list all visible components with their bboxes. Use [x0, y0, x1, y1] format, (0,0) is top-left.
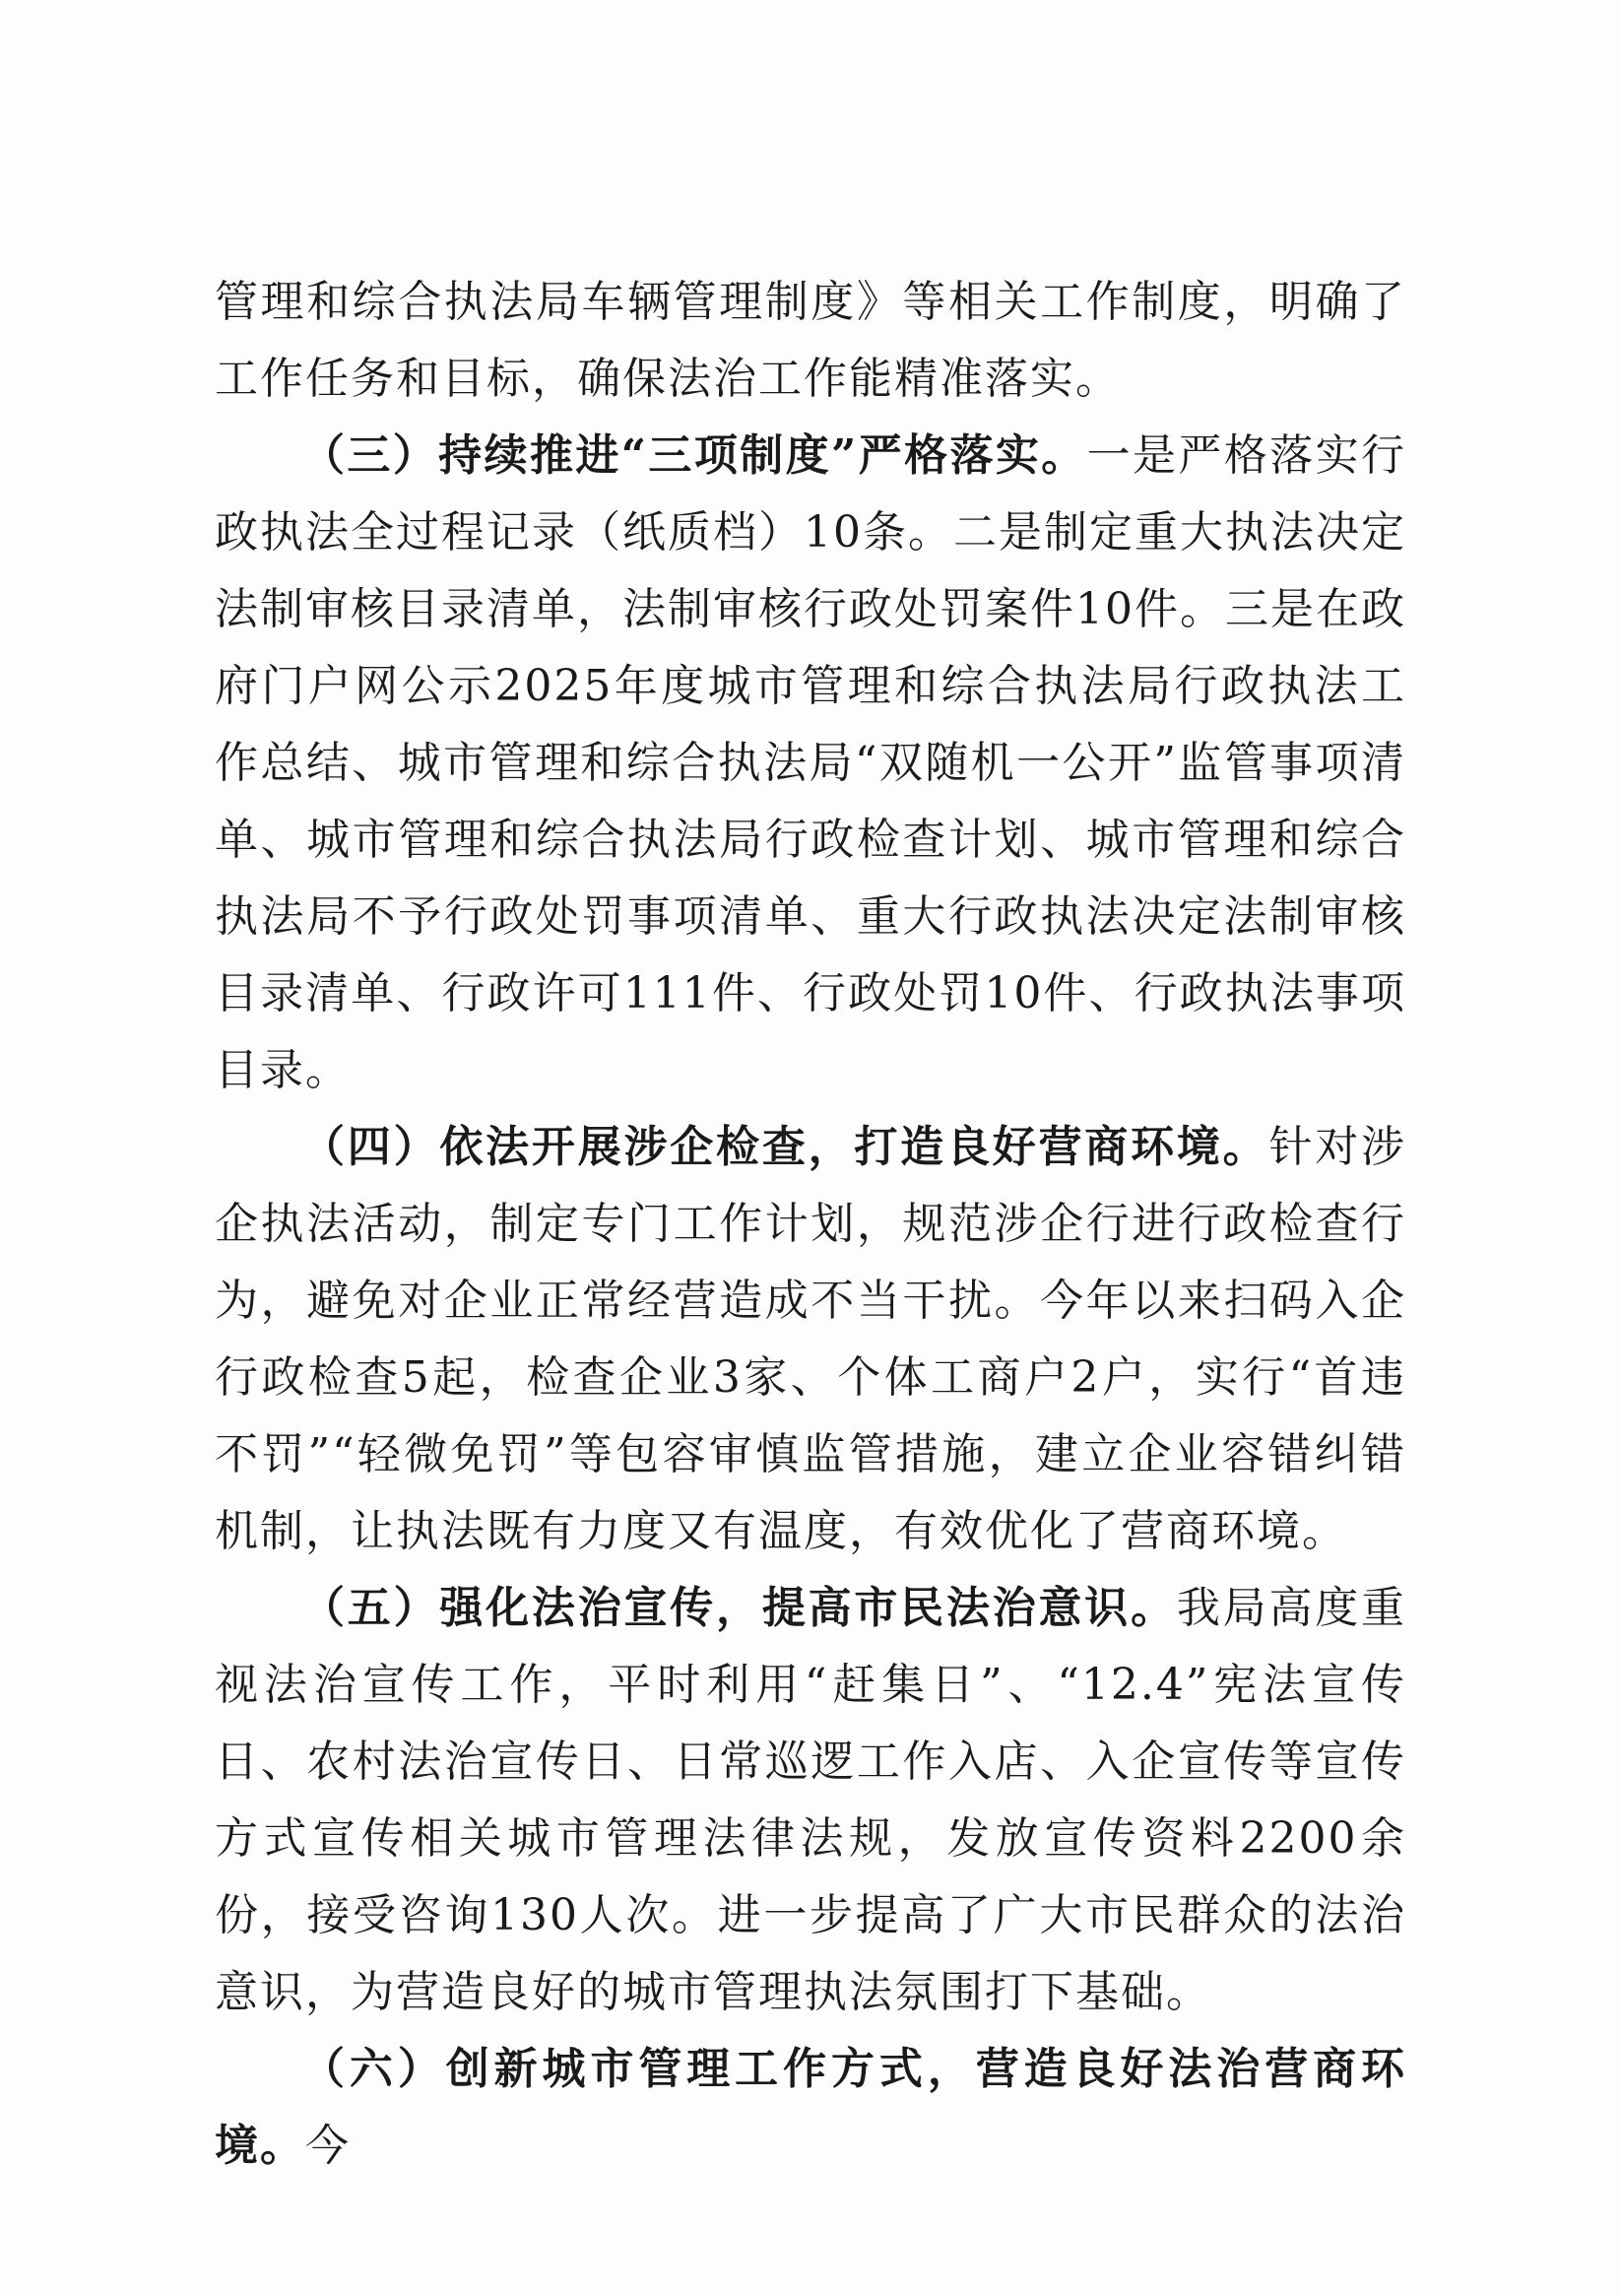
section-heading-6: （六）创新城市管理工作方式，营造良好法治营商环境。	[215, 2044, 1406, 2171]
paragraph-body: 我局高度重视法治宣传工作，平时利用“赶集日”、“12.4”宪法宣传日、农村法治宣传日、日常巡逻工作入店、入企宣传等宣传方式宣传相关城市管理法律法规，发放宣传资料2200余份，接受咨询130人次。进一步提高了广大市民群众的法治意识，为营造良好的城市管理执法氛围打下基础。	[215, 1583, 1407, 2017]
section-heading-3: （三）持续推进“三项制度”严格落实。	[301, 430, 1087, 481]
paragraph-body: 今	[305, 2121, 351, 2171]
document-body	[215, 264, 1406, 2185]
paragraph-body: 管理和综合执法局车辆管理制度》等相关工作制度，明确了工作任务和目标，确保法治工作能精准落实。	[215, 277, 1406, 404]
paragraph-section-3	[215, 418, 1406, 1109]
paragraph-body: 针对涉企执法活动，制定专门工作计划，规范涉企行进行政检查行为，避免对企业正常经营造成不当干扰。今年以来扫码入企行政检查5起，检查企业3家、个体工商户2户，实行“首违不罚”“轻微免罚”等包容审慎监管措施，建立企业容错纠错机制，让执法既有力度又有温度，有效优化了营商环境。	[215, 1122, 1407, 1556]
paragraph-section-6	[215, 2031, 1406, 2185]
paragraph-body: 一是严格落实行政执法全过程记录（纸质档）10条。二是制定重大执法决定法制审核目录清单，法制审核行政处罚案件10件。三是在政府门户网公示2025年度城市管理和综合执法局行政执法工作总结、城市管理和综合执法局“双随机一公开”监管事项清单、城市管理和综合执法局行政检查计划、城市管理和综合执法局不予行政处罚事项清单、重大行政执法决定法制审核目录清单、行政许可111件、行政处罚10件、行政执法事项目录。	[215, 430, 1406, 1095]
paragraph-section-4	[215, 1109, 1406, 1570]
paragraph-continuation	[215, 264, 1406, 418]
paragraph-section-5	[215, 1570, 1406, 2031]
section-heading-5: （五）强化法治宣传，提高市民法治意识。	[301, 1583, 1177, 1633]
section-heading-4: （四）依法开展涉企检查，打造良好营商环境。	[301, 1122, 1269, 1172]
